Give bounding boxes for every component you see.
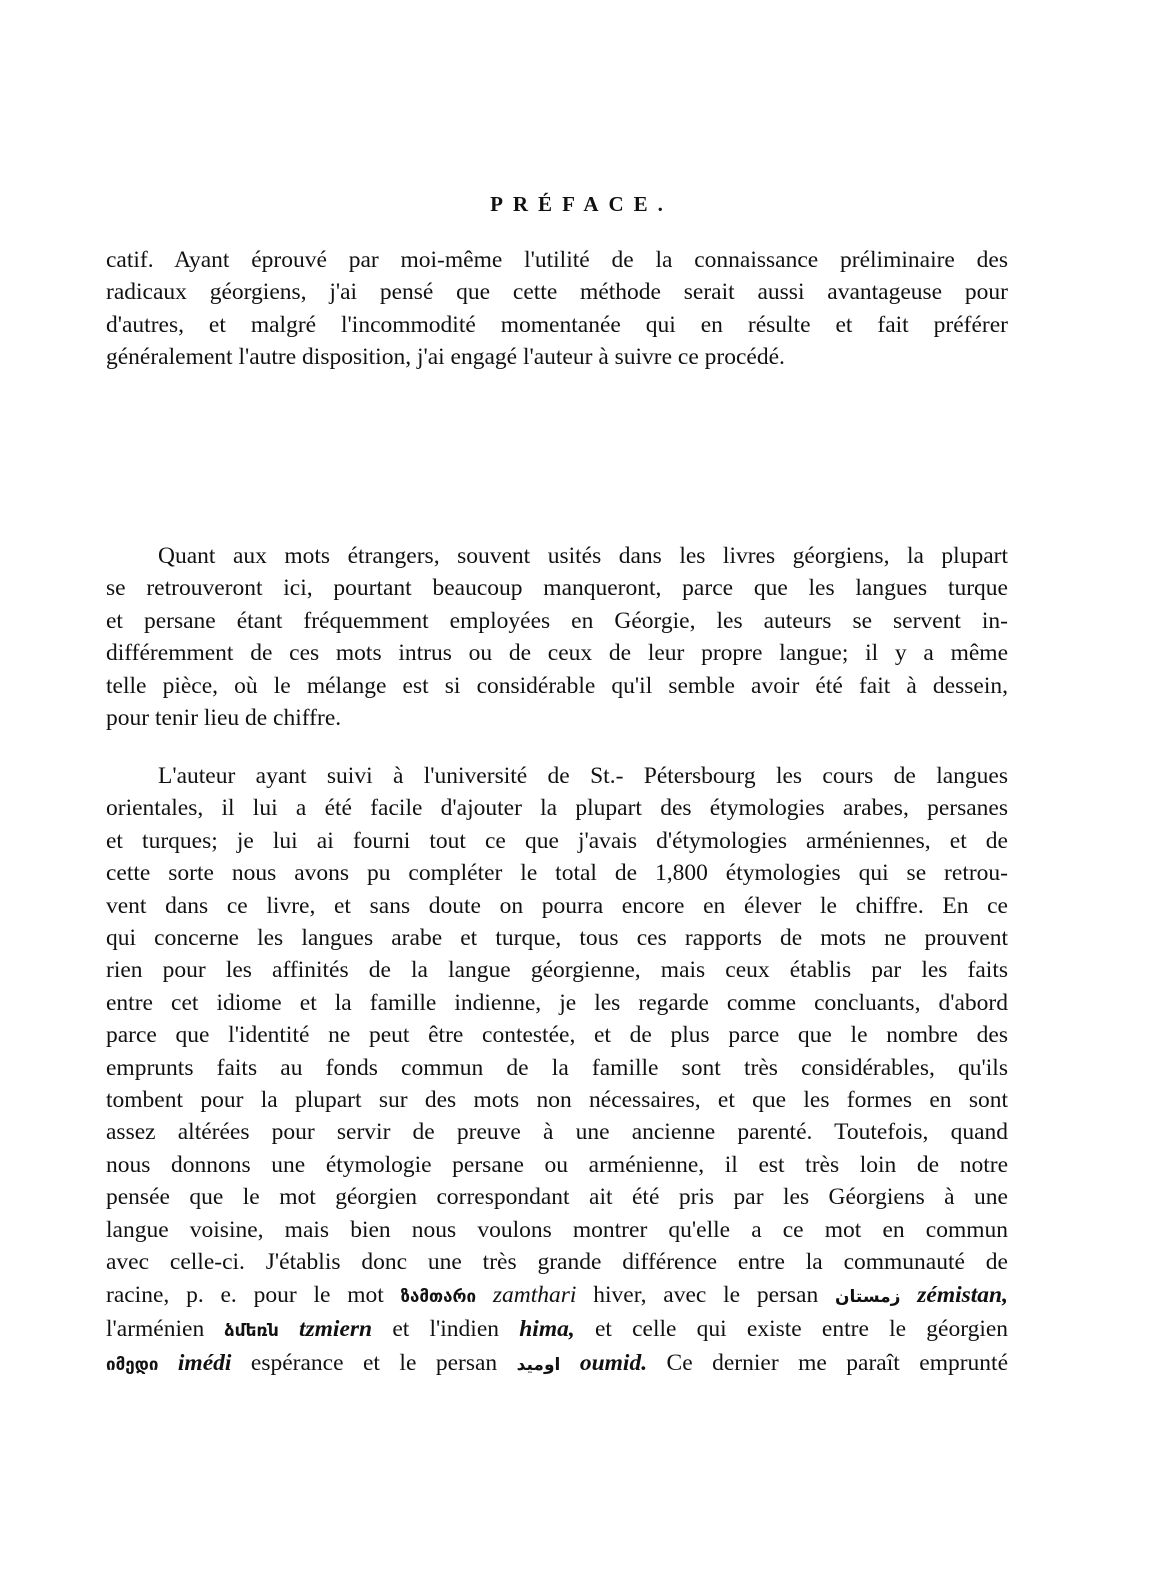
text-segment: l'arménien — [106, 1315, 205, 1342]
armenian-word: ձմեռն — [224, 1320, 279, 1341]
text-segment: et l'indien — [392, 1315, 499, 1342]
text-line: catif. Ayant éprouvé par moi-même l'utilité de la connaissance préliminaire des — [106, 247, 1008, 273]
transliteration: tzmiern — [298, 1315, 373, 1342]
paragraph-etymologies — [106, 760, 1008, 1382]
text-segment: racine, p. e. pour le mot — [106, 1281, 384, 1308]
transliteration: oumid. — [579, 1350, 648, 1377]
paragraph-foreign-words — [106, 540, 1008, 734]
text-line: langue voisine, mais bien nous voulons montrer qu'elle a ce mot en commun — [106, 1216, 1008, 1243]
persian-word: زمستان — [835, 1286, 901, 1307]
persian-word: اومید — [516, 1355, 561, 1376]
text-line-etymology-armenian — [106, 1313, 1008, 1347]
georgian-word: ზამთარი — [400, 1286, 477, 1307]
text-line: nous donnons une étymologie persane ou arménienne, il est très loin de notre — [106, 1151, 1008, 1178]
text-line: L'auteur ayant suivi à l'université de St.- Pétersbourg les cours de langues — [158, 763, 1008, 789]
text-line: cette sorte nous avons pu compléter le total de 1,800 étymologies qui se retrou- — [106, 860, 1008, 887]
text-line: assez altérées pour servir de preuve à une ancienne parenté. Toutefois, quand — [106, 1119, 1008, 1146]
transliteration: zamthari — [492, 1281, 577, 1308]
text-line: pensée que le mot géorgien correspondant ait été pris par les Géorgiens à une — [106, 1184, 1008, 1211]
text-line: telle pièce, où le mélange est si considérable qu'il semble avoir été fait à dessein, — [106, 672, 1008, 699]
text-line: parce que l'identité ne peut être contestée, et de plus parce que le nombre des — [106, 1022, 1008, 1049]
text-line: et turques; je lui ai fourni tout ce que j'avais d'étymologies arméniennes, et de — [106, 827, 1008, 854]
running-title: PRÉFACE. — [490, 192, 673, 216]
text-line-etymology-winter — [106, 1279, 1008, 1313]
text-line: se retrouveront ici, pourtant beaucoup manqueront, parce que les langues turque — [106, 575, 1008, 602]
text-line: entre cet idiome et la famille indienne, je les regarde comme concluants, d'abord — [106, 989, 1008, 1016]
text-line: différemment de ces mots intrus ou de ceux de leur propre langue; il y a même — [106, 640, 1008, 667]
text-line: radicaux géorgiens, j'ai pensé que cette méthode serait aussi avantageuse pour — [106, 279, 1008, 306]
paragraph-continuation — [106, 244, 1008, 374]
text-line: qui concerne les langues arabe et turque, tous ces rapports de mots ne prouvent — [106, 925, 1008, 952]
text-line: rien pour les affinités de la langue géorgienne, mais ceux établis par les faits — [106, 957, 1008, 984]
transliteration: imédi — [177, 1350, 232, 1377]
text-segment: hiver, avec le persan — [593, 1281, 819, 1308]
text-line-etymology-hope — [106, 1347, 1008, 1381]
text-line: Quant aux mots étrangers, souvent usités dans les livres géorgiens, la plupart — [158, 543, 1008, 569]
georgian-word: იმედი — [106, 1355, 159, 1376]
text-line: tombent pour la plupart sur des mots non nécessaires, et que les formes en sont — [106, 1087, 1008, 1114]
text-segment: espérance et le persan — [250, 1350, 498, 1377]
text-line: emprunts faits au fonds commun de la famille sont très considérables, qu'ils — [106, 1054, 1008, 1081]
text-line: généralement l'autre disposition, j'ai engagé l'auteur à suivre ce procédé. — [106, 344, 785, 371]
text-line: et persane étant fréquemment employées en Géorgie, les auteurs se servent in- — [106, 607, 1008, 634]
text-segment: et celle qui existe entre le géorgien — [594, 1315, 1008, 1342]
text-line: orientales, il lui a été facile d'ajouter la plupart des étymologies arabes, persanes — [106, 795, 1008, 822]
text-line: vent dans ce livre, et sans doute on pourra encore en élever le chiffre. En ce — [106, 892, 1008, 919]
text-segment: Ce dernier me paraît emprunté — [666, 1350, 1008, 1377]
text-line: avec celle-ci. J'établis donc une très grande différence entre la communauté de — [106, 1249, 1008, 1276]
transliteration: hima, — [519, 1315, 575, 1342]
text-line: pour tenir lieu de chiffre. — [106, 705, 342, 732]
transliteration: zémistan, — [917, 1281, 1008, 1308]
text-line: d'autres, et malgré l'incommodité momentanée qui en résulte et fait préférer — [106, 311, 1008, 338]
